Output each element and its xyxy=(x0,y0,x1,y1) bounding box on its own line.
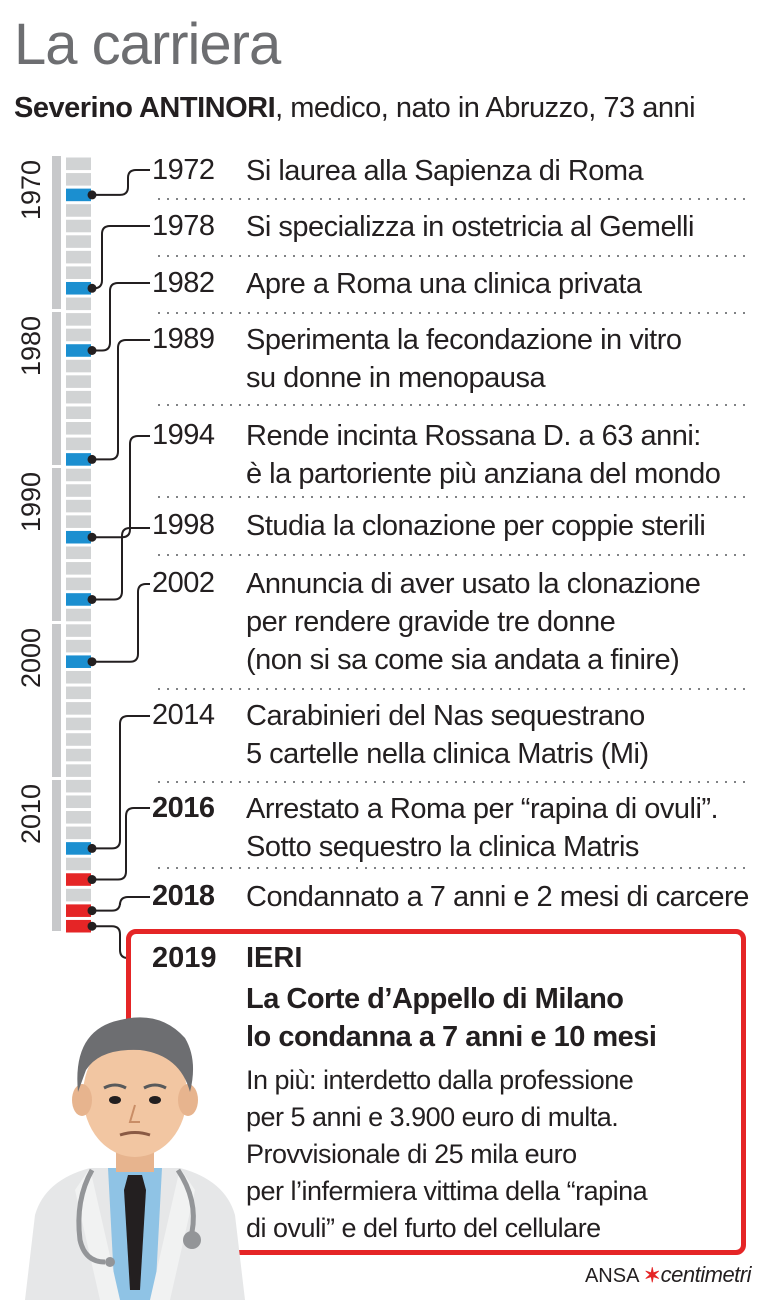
year-cell xyxy=(66,204,91,217)
year-cell xyxy=(66,500,91,513)
event-line: 5 cartelle nella clinica Matris (Mi) xyxy=(246,738,649,770)
decade-bar xyxy=(52,312,61,465)
connector-line xyxy=(92,716,150,848)
year-cell xyxy=(66,749,91,762)
year-cell xyxy=(66,344,91,357)
connector-dot xyxy=(88,657,97,666)
decade-bar xyxy=(52,156,61,309)
connector-line xyxy=(92,897,150,911)
year-cell xyxy=(66,453,91,466)
year-cell xyxy=(66,733,91,746)
year-cell xyxy=(66,578,91,591)
event-line: Arrestato a Roma per “rapina di ovuli”. xyxy=(246,793,719,825)
body-line: per l’infermiera vittima della “rapina xyxy=(246,1176,648,1206)
year-cell xyxy=(66,189,91,202)
year-cell xyxy=(66,562,91,575)
highlight-headline xyxy=(246,980,656,1056)
connector-line xyxy=(92,436,150,537)
event-line: (non si sa come sia andata a finire) xyxy=(246,644,680,676)
year-cell xyxy=(66,220,91,233)
connector-dot xyxy=(88,922,97,931)
year-cell xyxy=(66,889,91,902)
connector-dot xyxy=(88,533,97,542)
year-cell xyxy=(66,858,91,871)
event-line: per rendere gravide tre donne xyxy=(246,606,616,638)
year-cell xyxy=(66,329,91,342)
event-line: Si specializza in ostetricia al Gemelli xyxy=(246,211,694,243)
event-year: 2014 xyxy=(152,699,215,731)
event-year: 1982 xyxy=(152,267,215,299)
connector-line xyxy=(92,170,150,195)
decade-bar xyxy=(52,624,61,777)
year-cell xyxy=(66,593,91,606)
event-description xyxy=(246,507,705,545)
event-year: 1972 xyxy=(152,154,215,186)
event-line: Rende incinta Rossana D. a 63 anni: xyxy=(246,420,701,452)
year-cell xyxy=(66,687,91,700)
event-description xyxy=(246,790,718,866)
headline-line: La Corte d’Appello di Milano xyxy=(246,983,624,1015)
year-cell xyxy=(66,531,91,544)
decade-label: 1990 xyxy=(16,471,46,533)
event-description xyxy=(246,208,694,246)
decade-label: 2010 xyxy=(16,783,46,845)
event-description xyxy=(246,878,749,916)
year-cell xyxy=(66,313,91,326)
highlight-body xyxy=(246,1062,647,1247)
event-line: Si laurea alla Sapienza di Roma xyxy=(246,155,644,187)
event-description xyxy=(246,265,642,303)
star-icon: ✶ xyxy=(643,1265,661,1287)
agency-label: ANSA xyxy=(584,1265,639,1287)
event-description xyxy=(246,417,720,493)
headline-line: lo condanna a 7 anni e 10 mesi xyxy=(246,1021,657,1053)
year-cell xyxy=(66,469,91,482)
year-cell xyxy=(66,422,91,435)
year-cell xyxy=(66,702,91,715)
year-cell xyxy=(66,266,91,279)
decade-bar xyxy=(52,468,61,621)
page-title: La carriera xyxy=(14,12,281,77)
year-cell xyxy=(66,391,91,404)
event-year: 1994 xyxy=(152,419,215,451)
decade-label: 2000 xyxy=(16,627,46,689)
year-cell xyxy=(66,609,91,622)
body-line: Provvisionale di 25 mila euro xyxy=(246,1139,577,1169)
event-description xyxy=(246,565,700,679)
event-year: 2016 xyxy=(152,792,215,824)
event-year: 1989 xyxy=(152,323,215,355)
event-line: Apre a Roma una clinica privata xyxy=(246,268,642,300)
connector-dot xyxy=(88,284,97,293)
connector-dot xyxy=(88,346,97,355)
year-cell xyxy=(66,547,91,560)
year-cell xyxy=(66,811,91,824)
year-cell xyxy=(66,251,91,264)
highlight-year: 2019 xyxy=(152,942,217,974)
year-cell xyxy=(66,842,91,855)
body-line: In più: interdetto dalla professione xyxy=(246,1065,634,1095)
year-cell xyxy=(66,282,91,295)
year-cell xyxy=(66,484,91,497)
year-cell xyxy=(66,904,91,917)
event-line: Sperimenta la fecondazione in vitro xyxy=(246,324,682,356)
event-description xyxy=(246,321,681,397)
event-line: Annuncia di aver usato la clonazione xyxy=(246,568,701,600)
year-cell xyxy=(66,406,91,419)
year-cell xyxy=(66,718,91,731)
event-description xyxy=(246,152,643,190)
year-cell xyxy=(66,173,91,186)
event-line: Sotto sequestro la clinica Matris xyxy=(246,831,639,863)
year-cell xyxy=(66,780,91,793)
connector-dot xyxy=(88,595,97,604)
year-cell xyxy=(66,298,91,311)
connector-dot xyxy=(88,190,97,199)
connector-dot xyxy=(88,875,97,884)
connector-line xyxy=(92,340,150,459)
connector-dot xyxy=(88,844,97,853)
year-cell xyxy=(66,624,91,637)
event-year: 1998 xyxy=(152,509,215,541)
year-cell xyxy=(66,795,91,808)
year-cell xyxy=(66,438,91,451)
year-cell xyxy=(66,655,91,668)
event-year: 1978 xyxy=(152,210,215,242)
doctor-illustration xyxy=(20,1000,250,1300)
decade-label: 1980 xyxy=(16,315,46,377)
event-line: Studia la clonazione per coppie sterili xyxy=(246,510,706,542)
subject-name: Severino ANTINORI xyxy=(14,92,276,124)
decade-label: 1970 xyxy=(16,159,46,221)
connector-line xyxy=(92,528,150,599)
body-line: di ovuli” e del furto del cellulare xyxy=(246,1213,601,1243)
year-cell xyxy=(66,873,91,886)
year-cell xyxy=(66,920,91,933)
year-cell xyxy=(66,640,91,653)
connector-dot xyxy=(88,906,97,915)
event-year: 2018 xyxy=(152,880,215,912)
connector-line xyxy=(92,226,150,288)
event-line: su donne in menopausa xyxy=(246,362,546,394)
event-line: Condannato a 7 anni e 2 mesi di carcere xyxy=(246,881,749,913)
year-cell xyxy=(66,375,91,388)
year-cell xyxy=(66,827,91,840)
year-cell xyxy=(66,515,91,528)
year-cell xyxy=(66,764,91,777)
decade-bar xyxy=(52,780,61,931)
connector-dot xyxy=(88,455,97,464)
year-cell xyxy=(66,158,91,171)
year-cell xyxy=(66,671,91,684)
event-description xyxy=(246,697,649,773)
subject-description: , medico, nato in Abruzzo, 73 anni xyxy=(275,92,696,124)
event-line: Carabinieri del Nas sequestrano xyxy=(246,700,645,732)
credit xyxy=(585,1262,751,1289)
event-year: 2002 xyxy=(152,567,215,599)
highlight-title: IERI xyxy=(246,942,303,974)
year-cell xyxy=(66,235,91,248)
event-line: è la partoriente più anziana del mondo xyxy=(246,458,721,490)
year-cell xyxy=(66,360,91,373)
body-line: per 5 anni e 3.900 euro di multa. xyxy=(246,1102,619,1132)
brand-label: centimetri xyxy=(660,1262,751,1287)
